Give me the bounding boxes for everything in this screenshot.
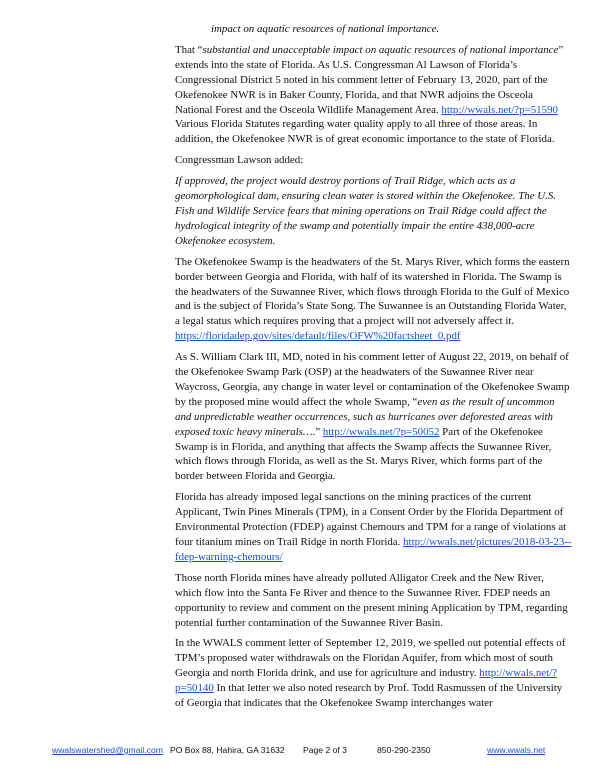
lawson-quote: If approved, the project would destroy portions of Trail Ridge, which acts as a geomorphological dam, ensuring clean water is stored within the Okefenokee. The U.S. Fish and Wildlife Service fears that mining operations on Trail Ridge could affect the hydrological integrity of the swamp and potentially impair the entire 438,000-acre Okefenokee ecosystem. bbox=[175, 175, 557, 247]
quoted-phrase: even as the result of uncommon and unpredictable weather occurrences, such as hurricanes over deforested areas with exposed toxic heavy minerals…. bbox=[175, 395, 555, 438]
text: ” bbox=[315, 425, 323, 438]
paragraph-lawson-added: Congressman Lawson added: bbox=[175, 154, 304, 167]
paragraph-aquifer bbox=[175, 636, 573, 711]
text: In the WWALS comment letter of September 12, 2019, we spelled out potential effects of TPM’s proposed water withdrawals on the Floridan Aquifer, from which most of south Georgia and north Florida drink, and use for agriculture and industry. bbox=[175, 637, 566, 680]
quoted-phrase: substantial and unacceptable impact on aquatic resources of national importance bbox=[202, 43, 559, 56]
text: As S. William Clark III, MD, noted in his comment letter of August 22, 2019, on behalf of the Okefenokee Swamp Park (OSP) at the headwaters of the Suwannee River near Waycross, Georgia, any change in water level or contamination of the Okefenokee Swamp by the proposed mine would affect the whole Swamp, “ bbox=[175, 351, 570, 408]
letter-body bbox=[175, 22, 573, 717]
footer-page-number: Page 2 of 3 bbox=[303, 745, 347, 755]
footer-email-link[interactable]: wwalswatershed@gmail.com bbox=[52, 745, 163, 755]
link-fdep-warning[interactable]: http://wwals.net/pictures/2018-03-23--fdep-warning-chemours/ bbox=[175, 536, 572, 563]
paragraph-sanctions bbox=[175, 490, 573, 565]
text: In that letter we also noted research by Prof. Todd Rasmussen of the University of Georgia that indicates that the Okefenokee Swamp interchanges water bbox=[175, 682, 563, 710]
footer-website-link[interactable]: www.wwals.net bbox=[487, 745, 546, 755]
paragraph-florida-impact bbox=[175, 43, 573, 147]
paragraph-clark-letter bbox=[175, 350, 573, 484]
footer-address: PO Box 88, Hahira, GA 31632 bbox=[170, 745, 285, 755]
quote-continuation bbox=[211, 22, 573, 37]
paragraph-headwaters bbox=[175, 255, 573, 344]
text: Part of the Okefenokee Swamp is in Florida, and anything that affects the Swamp affects the Suwannee River, which flows through Florida, as well as the St. Marys River, which forms part of the border between Florida and Georgia. bbox=[175, 425, 552, 483]
footer-phone: 850-290-2350 bbox=[377, 745, 431, 755]
paragraph-polluted-creeks: Those north Florida mines have already polluted Alligator Creek and the New River, which flow into the Santa Fe River and thence to the Suwannee River. FDEP needs an opportunity to review and comment on the present mining Application by TPM, regarding potential further contamination of the Suwannee River Basin. bbox=[175, 571, 568, 629]
link-50140[interactable]: http://wwals.net/?p=50140 bbox=[175, 667, 558, 695]
text: Florida has already imposed legal sanctions on the mining practices of the current Applicant, Twin Pines Minerals (TPM), in a Consent Order by the Florida Department of Environmental Protection (FDEP) against Chemours and TPM for a range of violations at four titanium mines on Trail Ridge in north Florida. bbox=[175, 491, 567, 548]
text: Various Florida Statutes regarding water quality apply to all three of those areas. In addition, the Okefenokee NWR is of great economic importance to the state of Florida. bbox=[175, 118, 555, 146]
text: ” extends into the state of Florida. As U.S. Congressman Al Lawson of Florida’s Congressional District 5 noted in his comment letter of February 13, 2020, part of the Okefenokee NWR is in Baker County, Florida, and that NWR adjoins the Osceola National Forest and the Osceola Wildlife Management Area. bbox=[175, 43, 564, 116]
link-51590[interactable]: http://wwals.net/?p=51590 bbox=[441, 103, 558, 116]
quote-continuation-text: impact on aquatic resources of national importance. bbox=[211, 23, 440, 35]
text: The Okefenokee Swamp is the headwaters of the St. Marys River, which forms the eastern border between Georgia and Florida, with half of its watershed in Florida. The Swamp is the headwaters of the Suwannee River, which flows through Florida to the Gulf of Mexico and is the subject of Florida’s State Song. The Suwannee is an Outstanding Florida Water, a legal status which requires proving that a project will not adversely affect it. bbox=[175, 255, 570, 328]
page-footer bbox=[0, 745, 600, 759]
link-ofw-factsheet[interactable]: https://floridadep.gov/sites/default/files/OFW%20factsheet_0.pdf bbox=[175, 330, 461, 343]
link-50052[interactable]: http://wwals.net/?p=50052 bbox=[322, 425, 440, 438]
text: That “ bbox=[175, 43, 203, 56]
